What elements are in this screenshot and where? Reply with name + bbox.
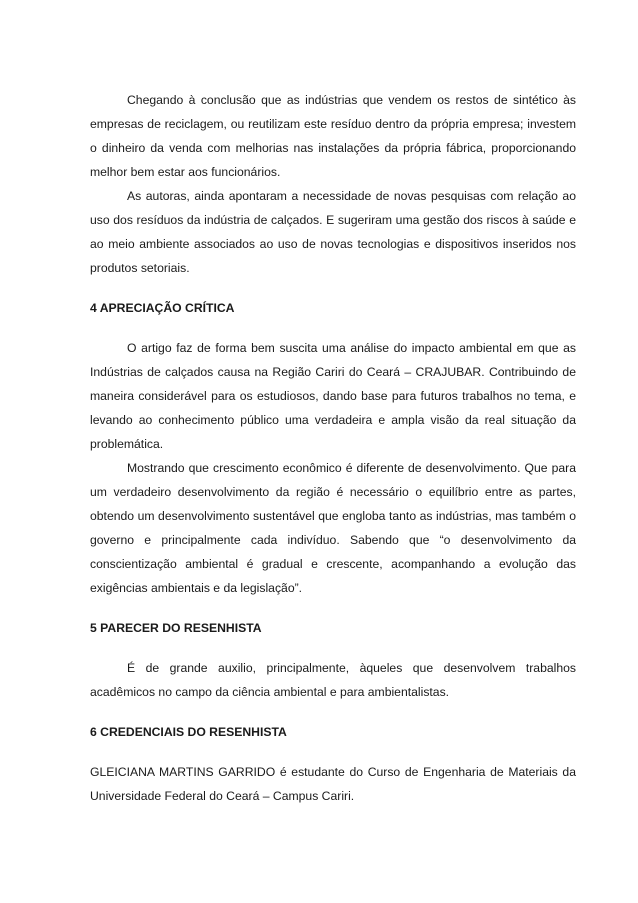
section-4-paragraph-1: O artigo faz de forma bem suscita uma análise do impacto ambiental em que as Indústrias de calçados causa na Região Cariri do Ceará – CRAJUBAR. Contribuindo de maneira considerável para os estudiosos, dando base para futuros trabalhos no tema, e levando ao conhecimento público uma verdadeira e ampla visão da real situação da problemática.	[90, 341, 576, 451]
document-body	[90, 88, 576, 808]
section-4-body	[90, 336, 576, 600]
section-6-paragraph-1: GLEICIANA MARTINS GARRIDO é estudante do Curso de Engenharia de Materiais da Universidade Federal do Ceará – Campus Cariri.	[90, 765, 576, 803]
intro-paragraph-1: Chegando à conclusão que as indústrias que vendem os restos de sintético às empresas de reciclagem, ou reutilizam este resíduo dentro da própria empresa; investem o dinheiro da venda com melhorias nas instalações da própria fábrica, proporcionando melhor bem estar aos funcionários.	[90, 93, 576, 179]
section-6-heading: 6 CREDENCIAIS DO RESENHISTA	[90, 725, 287, 739]
section-4-heading: 4 APRECIAÇÃO CRÍTICA	[90, 301, 235, 315]
section-5-paragraph-1: É de grande auxilio, principalmente, àqueles que desenvolvem trabalhos acadêmicos no campo da ciência ambiental e para ambientalistas.	[90, 661, 576, 699]
intro-paragraph-2: As autoras, ainda apontaram a necessidade de novas pesquisas com relação ao uso dos resíduos da indústria de calçados. E sugeriram uma gestão dos riscos à saúde e ao meio ambiente associados ao uso de novas tecnologias e dispositivos inseridos nos produtos setoriais.	[90, 189, 576, 275]
section-4-paragraph-2: Mostrando que crescimento econômico é diferente de desenvolvimento. Que para um verdadeiro desenvolvimento da região é necessário o equilíbrio entre as partes, obtendo um desenvolvimento sustentável que engloba tanto as indústrias, mas também o governo e principalmente cada indivíduo. Sabendo que “o desenvolvimento da conscientização ambiental é gradual e crescente, acompanhando a evolução das exigências ambientais e da legislação”.	[90, 461, 576, 595]
section-5-body	[90, 656, 576, 704]
section-5-heading: 5 PARECER DO RESENHISTA	[90, 621, 262, 635]
section-6-body	[90, 760, 576, 808]
